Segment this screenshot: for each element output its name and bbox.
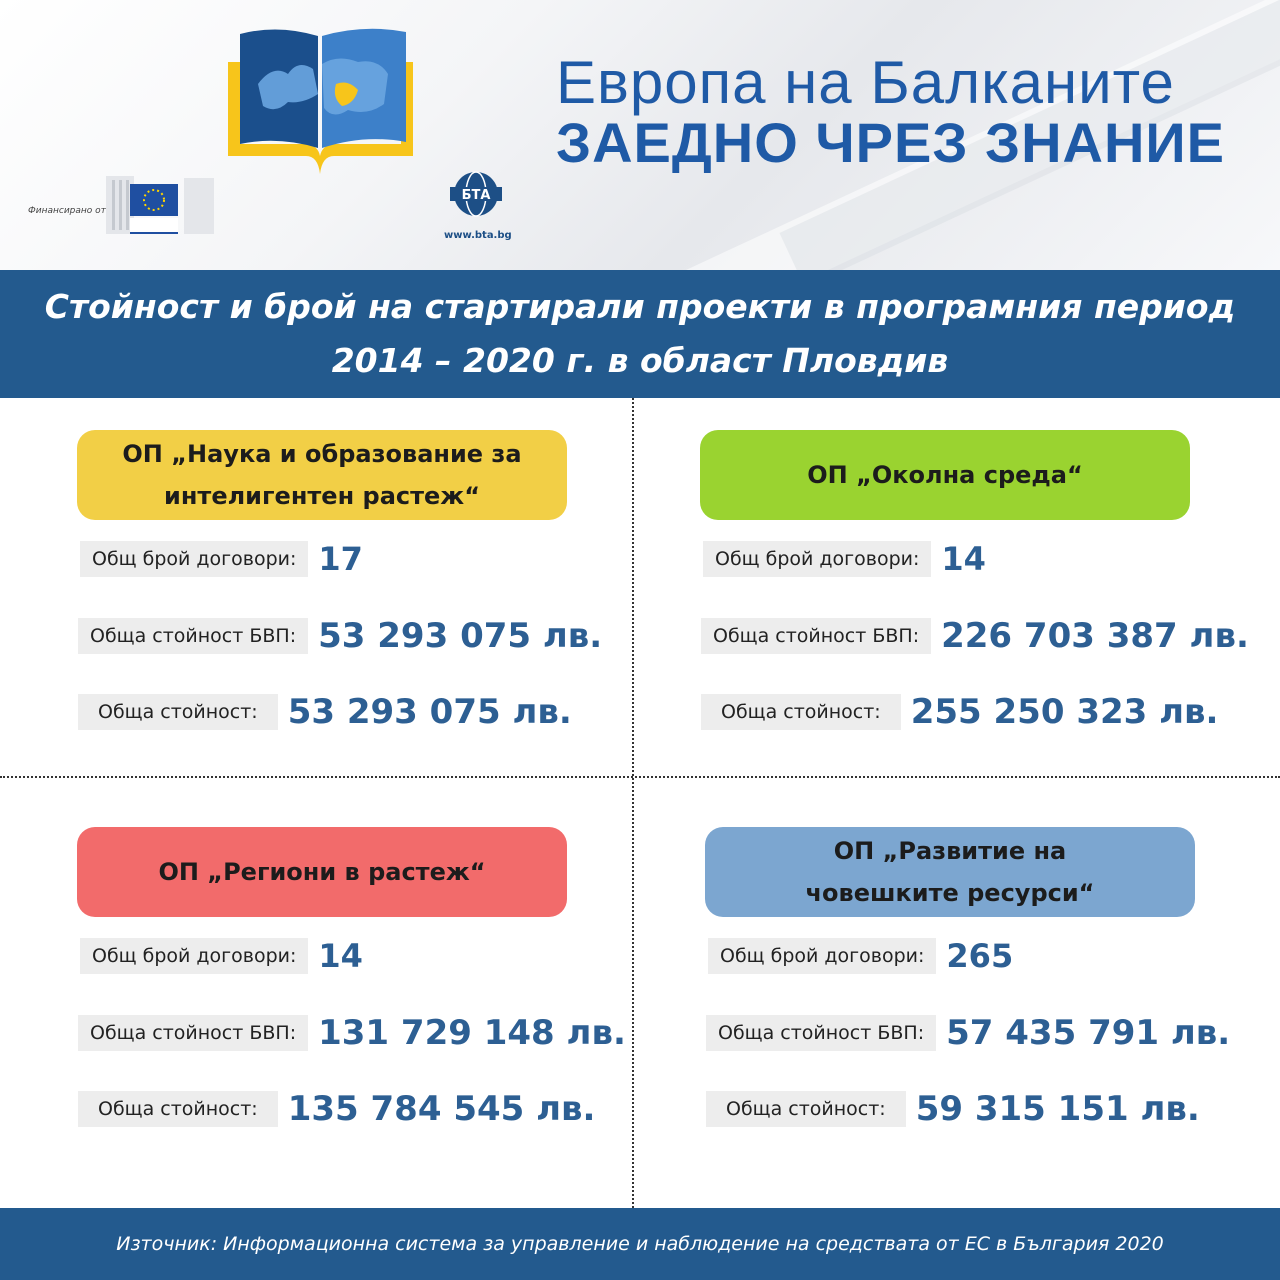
panel-human-resources (705, 827, 1260, 1147)
program-name-pill (77, 827, 567, 917)
vertical-divider (632, 398, 634, 1208)
bvp-label: Обща стойност БВП: (706, 1015, 936, 1051)
total-value: 53 293 075 лв. (287, 692, 572, 732)
bvp-row (78, 616, 602, 656)
page-title-line2: 2014 – 2020 г. в област Пловдив (331, 341, 949, 380)
contracts-label: Общ брой договори: (708, 938, 936, 974)
panel-environment (700, 430, 1260, 750)
bvp-value: 226 703 387 лв. (941, 616, 1249, 656)
total-value: 59 315 151 лв. (915, 1089, 1200, 1129)
contracts-row (703, 540, 986, 578)
contracts-label: Общ брой договори: (80, 541, 308, 577)
bvp-value: 53 293 075 лв. (318, 616, 603, 656)
contracts-row (708, 937, 1013, 975)
program-name-line1: ОП „Региони в растеж“ (158, 858, 486, 886)
contracts-label: Общ брой договори: (703, 541, 931, 577)
page-title-line1: Стойност и брой на стартирали проекти в програмния период (44, 287, 1236, 326)
bvp-value: 131 729 148 лв. (318, 1013, 626, 1053)
bvp-row (701, 616, 1249, 656)
brand-title: Европа на Балканите (556, 49, 1175, 116)
contracts-value: 14 (318, 937, 363, 975)
program-name-line1: ОП „Наука и образование за (122, 440, 522, 468)
bta-url: www.bta.bg (444, 230, 512, 241)
header (0, 0, 1280, 270)
contracts-value: 14 (941, 540, 986, 578)
program-name-line2: човешките ресурси“ (805, 879, 1095, 907)
contracts-label: Общ брой договори: (80, 938, 308, 974)
footer (0, 1208, 1280, 1280)
total-row (706, 1089, 1200, 1129)
total-row (78, 1089, 595, 1129)
contracts-value: 17 (318, 540, 363, 578)
brand-subtitle: ЗАЕДНО ЧРЕЗ ЗНАНИЕ (556, 111, 1226, 174)
total-row (78, 692, 572, 732)
title-bar (0, 270, 1280, 398)
total-value: 255 250 323 лв. (910, 692, 1219, 732)
total-label: Обща стойност: (78, 1091, 278, 1127)
bvp-label: Обща стойност БВП: (78, 1015, 308, 1051)
total-label: Обща стойност: (701, 694, 901, 730)
bvp-value: 57 435 791 лв. (946, 1013, 1231, 1053)
source-text: Източник: Информационна система за управление и наблюдение на средствата от ЕС в България 2020 (116, 1233, 1164, 1255)
bvp-label: Обща стойност БВП: (78, 618, 308, 654)
bvp-row (706, 1013, 1230, 1053)
program-name-line1: ОП „Околна среда“ (807, 461, 1083, 489)
bvp-row (78, 1013, 626, 1053)
contracts-value: 265 (946, 937, 1014, 975)
panel-science-education (77, 430, 617, 750)
funded-by-text: Финансирано от (28, 206, 106, 216)
total-label: Обща стойност: (78, 694, 278, 730)
book-europe-map-logo (218, 24, 423, 190)
program-name-line2: интелигентен растеж“ (164, 482, 480, 510)
total-label: Обща стойност: (706, 1091, 906, 1127)
horizontal-divider (0, 776, 1280, 778)
bta-logo-text: БТА (461, 188, 491, 203)
program-name-pill (77, 430, 567, 520)
total-row (701, 692, 1218, 732)
program-name-pill (705, 827, 1195, 917)
program-name-line1: ОП „Развитие на (833, 837, 1067, 865)
contracts-row (80, 540, 363, 578)
bvp-label: Обща стойност БВП: (701, 618, 931, 654)
program-name-pill (700, 430, 1190, 520)
panel-regions-growth (77, 827, 626, 1147)
total-value: 135 784 545 лв. (287, 1089, 596, 1129)
contracts-row (80, 937, 363, 975)
